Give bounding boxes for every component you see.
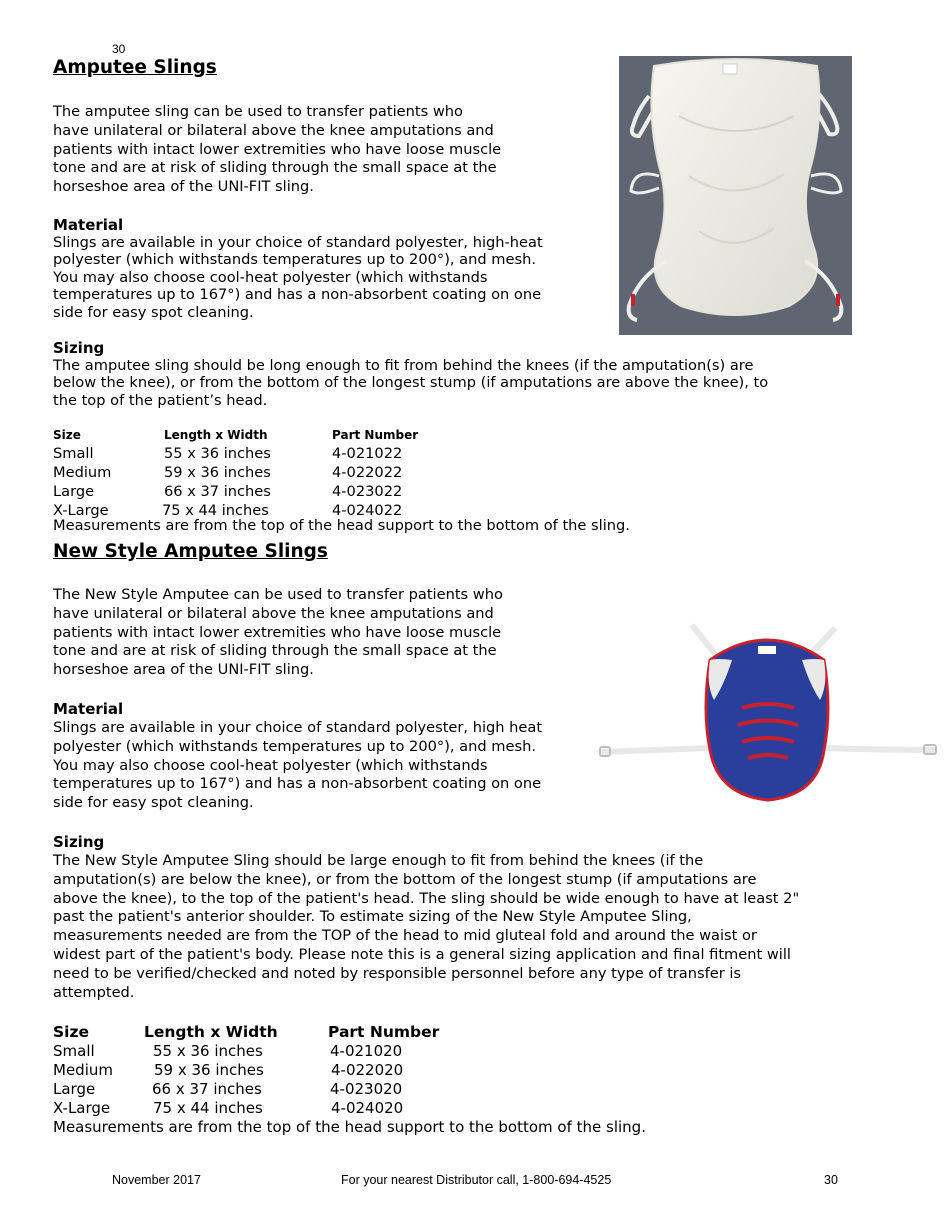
table-cell-dimensions: 66 x 37 inches [164, 483, 271, 500]
table-row [53, 444, 573, 463]
text-line: need to be verified/checked and noted by responsible personnel before any type of transfer is [53, 964, 741, 982]
text-line: past the patient's anterior shoulder. To estimate sizing of the New Style Amputee Sling, [53, 908, 692, 926]
table-cell-size: X-Large [53, 502, 109, 519]
table-row [53, 482, 573, 501]
text-line: the top of the patient’s head. [53, 391, 268, 409]
table-header-row [53, 1023, 573, 1042]
text-line: side for easy spot cleaning. [53, 794, 254, 812]
text-line: temperatures up to 167°) and has a non-absorbent coating on one [53, 286, 542, 304]
footer-page-number: 30 [824, 1173, 838, 1187]
section1-sizing-heading: Sizing [53, 339, 105, 357]
table-header-part-number: Part Number [332, 428, 419, 442]
table-header-dimensions: Length x Width [164, 428, 268, 442]
section1-intro [53, 103, 501, 197]
footer-date: November 2017 [112, 1173, 201, 1187]
section1-note: Measurements are from the top of the head support to the bottom of the sling. [53, 517, 630, 534]
text-line: above the knee), to the top of the patient's head. The sling should be wide enough to have at least 2" [53, 889, 800, 907]
section1-size-table [53, 427, 573, 520]
table-cell-size: X-Large [53, 1099, 111, 1118]
table-cell-part-number: 4-022020 [331, 1061, 404, 1080]
table-header-dimensions: Length x Width [144, 1023, 278, 1041]
table-cell-dimensions: 59 x 36 inches [154, 1061, 264, 1080]
section2-sizing-heading: Sizing [53, 833, 105, 851]
text-line: have unilateral or bilateral above the knee amputations and [53, 121, 494, 139]
table-cell-dimensions: 75 x 44 inches [153, 1099, 263, 1118]
text-line: Slings are available in your choice of standard polyester, high-heat [53, 234, 543, 251]
text-line: You may also choose cool-heat polyester (which withstands [53, 268, 488, 286]
table-cell-dimensions: 75 x 44 inches [162, 502, 269, 519]
text-line: polyester (which withstands temperatures up to 200°), and mesh. [53, 737, 536, 755]
section2-sizing [53, 852, 799, 1002]
text-line: polyester (which withstands temperatures up to 200°), and mesh. [53, 251, 536, 269]
table-row [53, 1080, 573, 1099]
section1-sizing [53, 357, 768, 409]
table-cell-part-number: 4-021020 [330, 1042, 403, 1061]
text-line: side for easy spot cleaning. [53, 303, 254, 321]
table-cell-dimensions: 55 x 36 inches [153, 1042, 263, 1061]
section2-size-table [53, 1023, 573, 1118]
section1-title: Amputee Slings [53, 57, 217, 78]
table-cell-part-number: 4-023020 [330, 1080, 403, 1099]
amputee-sling-photo [619, 56, 852, 335]
new-style-amputee-sling-photo [592, 590, 944, 825]
section2-material-heading: Material [53, 700, 124, 718]
text-line: horseshoe area of the UNI-FIT sling. [53, 178, 314, 196]
text-line: widest part of the patient's body. Please note this is a general sizing application and final fitment will [53, 945, 791, 963]
text-line: The New Style Amputee can be used to transfer patients who [53, 586, 503, 603]
text-line: measurements needed are from the TOP of the head to mid gluteal fold and around the waist or [53, 927, 757, 945]
table-header-size: Size [53, 1023, 90, 1041]
table-cell-size: Medium [53, 464, 112, 481]
text-line: The New Style Amputee Sling should be large enough to fit from behind the knees (if the [53, 852, 704, 869]
table-cell-dimensions: 55 x 36 inches [164, 445, 271, 462]
table-cell-part-number: 4-021022 [332, 445, 403, 462]
section2-note: Measurements are from the top of the head support to the bottom of the sling. [53, 1118, 646, 1136]
section1-material-heading: Material [53, 216, 124, 234]
text-line: temperatures up to 167°) and has a non-absorbent coating on one [53, 775, 542, 793]
table-cell-part-number: 4-022022 [332, 464, 403, 481]
table-cell-size: Large [53, 483, 95, 500]
text-line: tone and are at risk of sliding through the small space at the [53, 642, 497, 660]
new-style-sling-illustration [592, 590, 944, 825]
text-line: below the knee), or from the bottom of the longest stump (if amputations are above the knee), to [53, 374, 769, 392]
section1-material [53, 234, 543, 321]
text-line: The amputee sling can be used to transfer patients who [53, 103, 463, 120]
table-row [53, 463, 573, 482]
table-cell-part-number: 4-023022 [332, 483, 403, 500]
section2-intro [53, 586, 503, 680]
text-line: You may also choose cool-heat polyester (which withstands [53, 756, 488, 774]
text-line: amputation(s) are below the knee), or from the bottom of the longest stump (if amputations are [53, 870, 757, 888]
table-cell-size: Medium [53, 1061, 113, 1080]
text-line: tone and are at risk of sliding through the small space at the [53, 159, 497, 177]
table-cell-size: Small [53, 1042, 95, 1061]
text-line: patients with intact lower extremities who have loose muscle [53, 623, 502, 641]
table-cell-size: Large [53, 1080, 96, 1099]
text-line: The amputee sling should be long enough to fit from behind the knees (if the amputation(s) are [53, 357, 754, 374]
table-header-size: Size [53, 428, 81, 442]
table-cell-dimensions: 59 x 36 inches [164, 464, 271, 481]
text-line: have unilateral or bilateral above the knee amputations and [53, 604, 494, 622]
text-line: patients with intact lower extremities who have loose muscle [53, 140, 502, 158]
text-line: attempted. [53, 983, 135, 1001]
footer-distributor: For your nearest Distributor call, 1-800-694-4525 [341, 1173, 612, 1187]
table-row [53, 1042, 573, 1061]
section2-material [53, 719, 542, 813]
table-row [53, 1061, 573, 1080]
page-number-top: 30 [112, 42, 126, 56]
table-row [53, 1099, 573, 1118]
table-header-part-number: Part Number [328, 1023, 440, 1041]
text-line: Slings are available in your choice of standard polyester, high heat [53, 719, 543, 736]
section2-title: New Style Amputee Slings [53, 541, 328, 562]
table-header-row [53, 427, 573, 444]
table-cell-size: Small [53, 445, 94, 462]
table-cell-dimensions: 66 x 37 inches [152, 1080, 262, 1099]
amputee-sling-illustration [619, 56, 852, 335]
table-cell-part-number: 4-024022 [332, 502, 403, 519]
text-line: horseshoe area of the UNI-FIT sling. [53, 661, 314, 679]
table-cell-part-number: 4-024020 [331, 1099, 404, 1118]
